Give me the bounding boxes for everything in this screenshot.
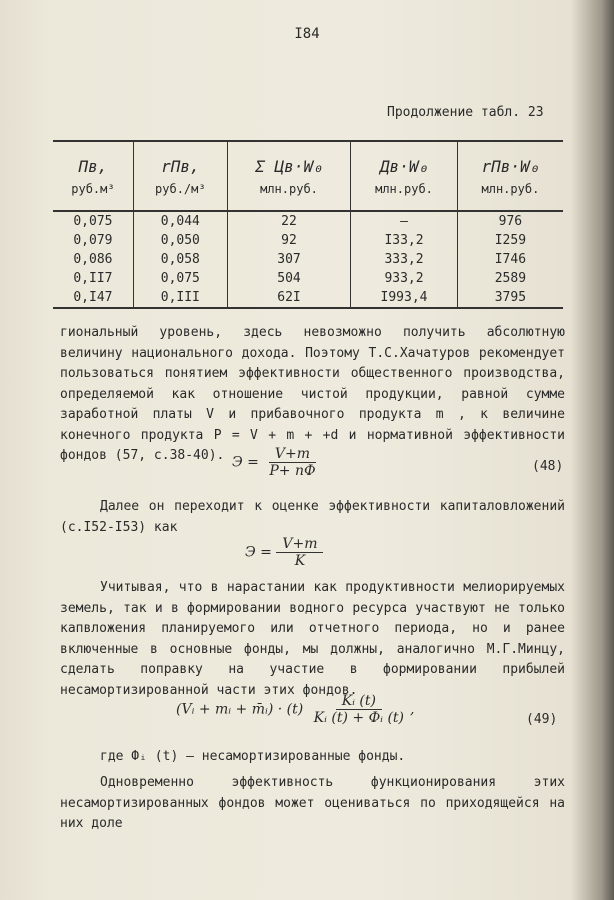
- table-cell: 2589: [494, 271, 527, 286]
- table-cell: 504: [227, 269, 350, 288]
- formula-numerator: V+m: [269, 446, 316, 463]
- formula-denominator: Kᵢ (t) + Фᵢ (t): [313, 710, 404, 726]
- table-cell: 0,086: [53, 250, 133, 269]
- formula-capital-efficiency: [245, 536, 323, 569]
- table-header-cell: rПв·W₀ млн.руб.: [457, 141, 563, 211]
- table-cell: 0,I47: [53, 288, 133, 308]
- table-cell: 976: [498, 214, 523, 229]
- table-cell: I33,2: [351, 231, 458, 250]
- table-cell: 0,079: [53, 231, 133, 250]
- table-cell: 62I: [227, 288, 350, 308]
- paragraph-where: где Фᵢ (t) – несамортизированные фонды.: [100, 749, 406, 764]
- table-header-cell: Пв, руб.м³: [53, 141, 133, 211]
- equation-number-49: (49): [526, 712, 558, 727]
- table-row: [53, 231, 563, 250]
- formula-numerator: V+m: [276, 536, 323, 553]
- table-cell: 0,050: [133, 231, 227, 250]
- formula-lhs: (Vᵢ + mᵢ + m̄ᵢ) · (t): [176, 701, 304, 718]
- table-cell: 333,2: [351, 250, 458, 269]
- table-header-cell: Σ Цв·W₀ млн.руб.: [227, 141, 350, 211]
- table-cell: I746: [494, 252, 527, 267]
- table-header-cell: rПв, руб./м³: [133, 141, 227, 211]
- table-row: [53, 250, 563, 269]
- page-number: I84: [294, 26, 320, 42]
- table-cell: 0,075: [53, 211, 133, 231]
- table-cell: –: [351, 211, 458, 231]
- table-cell: 307: [227, 250, 350, 269]
- table-cell: I993,4: [351, 288, 458, 308]
- table-cell: 22: [227, 211, 350, 231]
- table-header-cell: Дв·W₀ млн.руб.: [351, 141, 458, 211]
- table-cell: 92: [227, 231, 350, 250]
- table-cell: 0,058: [133, 250, 227, 269]
- table-row: [53, 211, 563, 231]
- paragraph-amortization: Учитывая, что в нарастании как продуктивности мелиорируемых земель, так и в формировании водного ресурса участвуют не только капвложения планируемого или отчетного периода, но и ранее включенные в основные фонды, мы должны, аналогично М.Г.Минцу, сделать поправку на участие в формировании прибылей несамортизированной части этих фондов.: [60, 580, 565, 698]
- table-row: [53, 269, 563, 288]
- formula-lhs: Э =: [232, 454, 259, 471]
- formula-lhs: Э =: [245, 544, 272, 561]
- data-table: [53, 140, 563, 309]
- table-cell: 0,II7: [53, 269, 133, 288]
- formula-49: (Vᵢ + mᵢ + m̄ᵢ) · (t) $\frac{\text{Kᵢ (t)}}{\text{Kᵢ (t) + Фᵢ (t)}}$ ,: [176, 693, 415, 726]
- table-row: [53, 288, 563, 308]
- table-cell: 933,2: [351, 269, 458, 288]
- formula-48: [232, 446, 322, 479]
- table-cell: 0,075: [133, 269, 227, 288]
- formula-denominator: P+ nФ: [269, 463, 316, 479]
- table-cell: I259: [494, 233, 527, 248]
- paragraph-intro: гиональный уровень, здесь невозможно получить абсолютную величину национального дохода. Поэтому Т.С.Хачатуров рекомендует пользоваться понятием эффективности общественного производства, определяемой как отношение чистой продукции, равной сумме заработной платы V и прибавочного продукта m , к величине конечного продукта P = V + m + +d и нормативной эффективности фондов (57, с.38-40).: [60, 325, 565, 463]
- table-cell: 0,044: [133, 211, 227, 231]
- formula-denominator: K: [294, 553, 306, 569]
- formula-numerator: Kᵢ (t): [336, 693, 382, 710]
- paragraph-capital-investments: Далее он переходит к оценке эффективности капиталовложений (с.I52-I53) как: [60, 499, 565, 535]
- equation-number-48: (48): [532, 459, 564, 474]
- table-cell: 3795: [457, 288, 563, 308]
- paragraph-efficiency: Одновременно эффективность функционирования этих несамортизированных фондов может оцениваться по приходящейся на них доле: [60, 775, 565, 831]
- table-cell: 0,III: [133, 288, 227, 308]
- table-continuation-label: Продолжение табл. 23: [387, 105, 544, 120]
